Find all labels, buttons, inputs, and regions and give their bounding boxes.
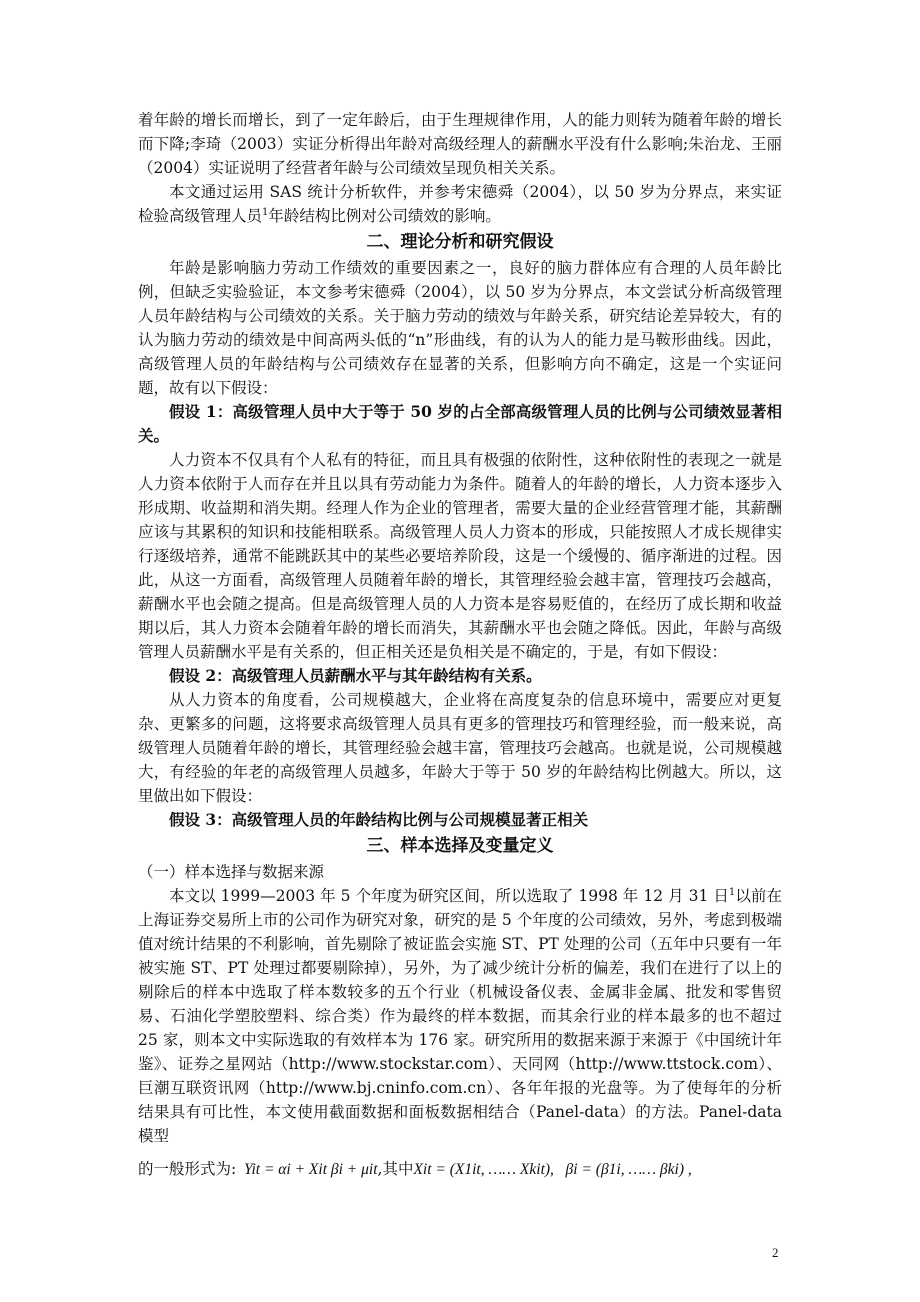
footnote-marker-2: 1: [728, 886, 736, 898]
paragraph-3: 年龄是影响脑力劳动工作绩效的重要因素之一，良好的脑力群体应有合理的人员年龄比例，但缺乏实验验证，本文参考宋德舜（2004），以 50 岁为分界点，本文尝试分析高级管理人员年龄结构与公司绩效的关系。关于脑力劳动的绩效与年龄关系，研究结论差异较大，有的认为脑力劳动的绩效是中间高两头低的“n”形曲线，有的认为人的能力是马鞍形曲线。因此，高级管理人员的年龄结构与公司绩效存在显著的关系，但影响方向不确定，这是一个实证问题，故有以下假设：: [138, 259, 782, 397]
formula-beta-vector: βi = (β1i, …… βki) ,: [565, 1161, 692, 1178]
paragraph-1: 着年龄的增长而增长，到了一定年龄后，由于生理规律作用，人的能力则转为随着年龄的增长而下降;李琦（2003）实证分析得出年龄对高级经理人的薪酬水平没有什么影响;朱治龙、王丽（2004）实证说明了经营者年龄与公司绩效呈现负相关关系。: [138, 111, 782, 177]
paragraph-6: [138, 884, 782, 1148]
paragraph-6-part-b: 以前在上海证券交易所上市的公司作为研究对象，研究的是 5 个年度的公司绩效，另外，考虑到极端值对统计结果的不利影响，首先剔除了被证监会实施 ST、PT 处理的公司（五年中只要有一年被实施 ST、PT 处理过都要剔除掉），另外，为了减少统计分析的偏差，我们在进行了以上的剔除后的样本中选取了样本数较多的五个行业（机械设备仪表、金属非金属、批发和零售贸易、石油化学塑胶塑料、综合类）作为最终的样本数据，而其余行业的样本最多的也不超过 25 家，则本文中实际选取的有效样本为 176 家。研究所用的数据来源于来源于《中国统计年鉴》、证券之星网站（http://www.stockstar.com）、天同网（http://www.ttstock.com）、巨潮互联资讯网（http://www.bj.cninfo.com.cn）、各年年报的光盘等。为了使每年的分析结果具有可比性，本文使用截面数据和面板数据相结合（Panel-data）的方法。Panel-data 模型: [138, 887, 782, 1145]
paragraph-6-part-a: 本文以 1999—2003 年 5 个年度为研究区间，所以选取了 1998 年 12 月 31 日: [169, 887, 729, 905]
model-formula: [138, 1154, 782, 1185]
hypothesis-1: 假设 1：高级管理人员中大于等于 50 岁的占全部高级管理人员的比例与公司绩效显著相关。: [138, 402, 782, 445]
subsection-heading: （一）样本选择与数据来源: [138, 863, 325, 881]
formula-x-vector: Xit = (X1it, …… Xkit),: [413, 1161, 554, 1178]
paragraph-2-part-a: 本文通过运用 SAS 统计分析软件，并参考宋德舜（2004），以 50 岁为分界点，来实证检验高级管理人员: [138, 183, 782, 225]
paragraph-5: 从人力资本的角度看，公司规模越大，企业将在高度复杂的信息环境中，需要应对更复杂、更繁多的问题，这将要求高级管理人员具有更多的管理技巧和管理经验，而一般来说，高级管理人员随着年龄的增长，其管理经验会越丰富，管理技巧会越高。也就是说，公司规模越大，有经验的年老的高级管理人员越多，年龄大于等于 50 岁的年龄结构比例越大。所以，这里做出如下假设：: [138, 691, 782, 805]
paragraph-2: [138, 180, 782, 228]
hypothesis-2: 假设 2：高级管理人员薪酬水平与其年龄结构有关系。: [169, 666, 542, 685]
formula-lead-text: 的一般形式为:: [138, 1160, 237, 1178]
body-text: [138, 108, 782, 1185]
formula-main: Yit = αi + Xit βi + μit: [243, 1161, 378, 1178]
paragraph-4: 人力资本不仅具有个人私有的特征，而且具有极强的依附性，这种依附性的表现之一就是人力资本依附于人而存在并且以具有劳动能力为条件。随着人的年龄的增长，人力资本逐步入形成期、收益期和消失期。经理人作为企业的管理者，需要大量的企业经营管理才能，其薪酬应该与其累积的知识和技能相联系。高级管理人员人力资本的形成，只能按照人才成长规律实行逐级培养，通常不能跳跃其中的某些必要培养阶段，这是一个缓慢的、循序渐进的过程。因此，从这一方面看，高级管理人员随着年龄的增长，其管理经验会越丰富，管理技巧会越高，薪酬水平也会随之提高。但是高级管理人员的人力资本是容易贬值的，在经历了成长期和收益期以后，其人力资本会随着年龄的增长而消失，其薪酬水平也会随之降低。因此，年龄与高级管理人员薪酬水平是有关系的，但正相关还是负相关是不确定的，于是，有如下假设：: [138, 451, 782, 661]
section-heading-2: 二、理论分析和研究假设: [366, 232, 554, 252]
footnote-marker: 1: [262, 206, 269, 218]
section-heading-3: 三、样本选择及变量定义: [366, 836, 554, 856]
formula-mid-text: ,其中: [377, 1160, 414, 1178]
page-number: 2: [772, 1245, 779, 1260]
hypothesis-3: 假设 3：高级管理人员的年龄结构比例与公司规模显著正相关: [169, 810, 589, 829]
paragraph-2-part-b: 年龄结构比例对公司绩效的影响。: [268, 207, 501, 225]
